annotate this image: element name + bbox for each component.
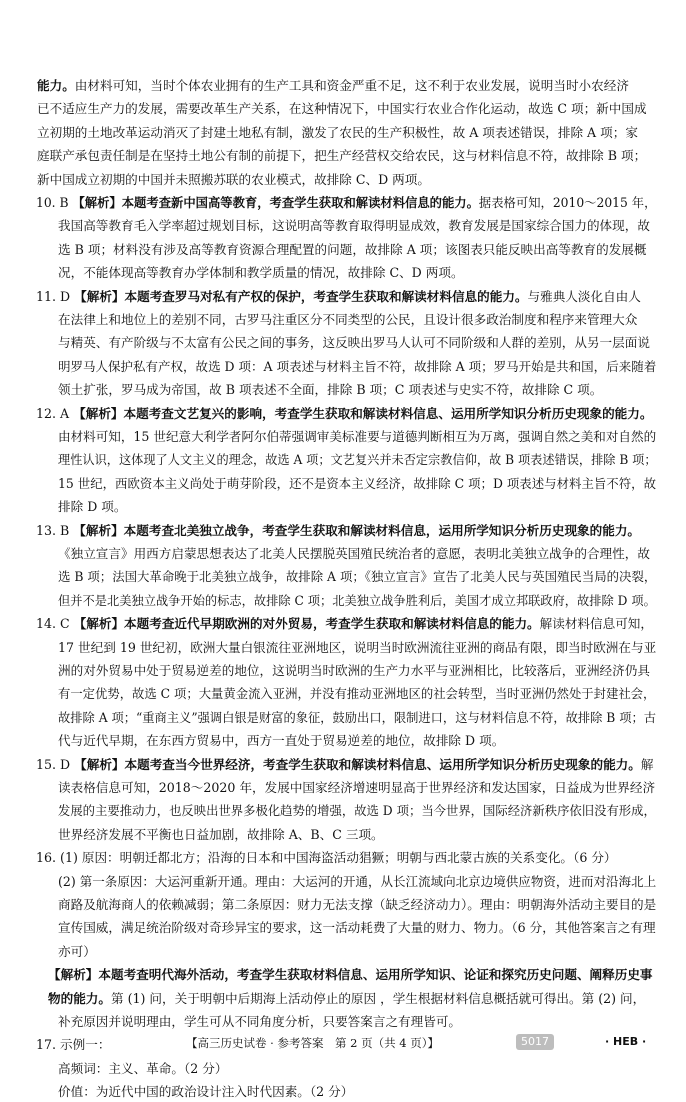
bold-segment: 【解析】本题考查近代早期欧洲的对外贸易，考查学生获取和解读材料信息的能力。 [73,616,540,632]
text-line [58,263,464,283]
text-segment: 立初期的土地改革运动消灭了封建土地私有制，激发了农民的生产积极性，故 A 项表述错误，排除 A 项；家 [37,124,638,140]
text-line [58,357,656,377]
bold-segment: 【解析】本题考查明代海外活动，考查学生获取材料信息、运用所学知识、论证和探究历史问题、阐释历史事 [48,967,653,983]
text-line [36,521,640,541]
text-line [58,450,657,470]
text-segment: 明罗马人保护私有产权，故选 D 项：A 项表述与材料主旨不符，故排除 A 项；罗马开始是共和国，后来随着 [58,358,657,374]
text-segment: 高频词：主义、革命。（2 分） [58,1060,228,1076]
text-line [58,1012,461,1032]
text-line [48,965,653,985]
bold-segment: 【解析】本题考查罗马对私有产权的保护，考查学生获取和解读材料信息的能力。 [74,288,528,304]
text-segment: 与雅典人淡化自由人 [527,288,641,304]
bold-segment: 【解析】本题考查文艺复兴的影响，考查学生获取和解读材料信息、运用所学知识分析历史现象的能力。 [73,405,653,421]
text-line [58,778,655,798]
text-segment: 亦可） [58,943,96,959]
text-segment: 但并不是北美独立战争开始的标志，故排除 C 项；北美独立战争胜利后，美国才成立邦联政府，故排除 D 项。 [58,592,656,608]
text-line [58,567,656,587]
text-line [58,310,637,330]
text-segment: 13. B [36,522,74,538]
text-segment: 选 B 项；材料没有涉及高等教育资源合理配置的问题，故排除 A 项；该图表只能反映出高等教育的发展概 [58,241,647,257]
text-line [36,614,653,634]
footer-page-info: 【高三历史试卷 · 参考答案 第 2 页（共 4 页）】 [186,1036,439,1050]
text-segment: 代与近代早期，在东西方贸易中，西方一直处于贸易逆差的地位，故排除 D 项。 [58,733,505,749]
text-line [58,216,650,236]
text-segment: 价值：为近代中国的政治设计注入时代因素。（2 分） [58,1084,354,1100]
text-segment: 领土扩张，罗马成为帝国，故 B 项表述不全面，排除 B 项；C 项表述与史实不符，故排除 C 项。 [58,382,603,398]
bold-segment: 能力。 [37,78,75,93]
text-segment: 由材料可知，当时个体农业拥有的生产工具和资金严重不足，这不利于农业发展，说明当时小农经济 [74,78,629,93]
bold-segment: 【解析】本题考查新中国高等教育，考查学生获取和解读材料信息的能力。 [72,195,479,210]
text-segment: 有一定优势，故选 C 项；大量黄金流入亚洲，并没有推动亚洲地区的社会转型，当时亚洲仍然处于封建社会， [58,686,656,702]
text-segment: 解读材料信息可知， [539,616,653,632]
text-line [58,1059,227,1079]
text-segment: 17. 示例一： [36,1037,111,1053]
text-line [58,638,656,658]
text-segment: 据表格可知，2010～2015 年， [478,195,657,210]
text-line [58,801,656,821]
text-segment: 由材料可知，15 世纪意大利学者阿尔伯蒂强调审美标准要与道德判断相互为万离，强调自然之美和对自然的 [58,429,657,444]
text-segment: 选 B 项；法国大革命晚于北美独立战争，故排除 A 项；《独立宣言》宣告了北美人民与英国殖民当局的决裂， [58,569,657,585]
region-tag: · HEB · [605,1035,647,1048]
text-line [58,497,126,517]
text-segment: 排除 D 项。 [58,499,127,515]
text-line [37,76,629,96]
text-segment: 宣传国威，满足统治阶级对奇珍异宝的要求，这一活动耗费了大量的财力、物力。（6 分，其他答案言之有理 [58,920,656,936]
text-segment: 洲的对外贸易中处于贸易逆差的地位，这说明当时欧洲的生产力水平与亚洲相比，比较落后，亚洲经济仍具 [58,663,650,678]
text-segment: 读表格信息可知，2018～2020 年，发展中国家经济增速明显高于世界经济和发达国家，日益成为世界经济 [58,780,656,795]
text-segment: 况，不能体现高等教育办学体制和教学质量的情况，故排除 C、D 两项。 [58,265,464,281]
text-segment: 故排除 A 项；“重商主义”强调白银是财富的象征，鼓励出口，限制进口，这与材料信息不符，故排除 B 项；古 [58,709,657,725]
text-line [58,544,650,564]
text-segment: 11. D [36,288,75,304]
page-footer [0,1033,686,1053]
text-line [58,1082,353,1102]
text-line [36,404,652,424]
text-segment: 17 世纪到 19 世纪初，欧洲大量白银流往亚洲地区，说明当时欧洲流往亚洲的商品有限，即当时欧洲在与亚 [58,639,657,655]
text-segment: 新中国成立初期的中国并未照搬苏联的农业模式，故排除 C、D 两项。 [37,171,430,187]
text-line [58,684,655,704]
text-segment: 与精英、有产阶级与不太富有公民之间的事务，这反映出罗马人认可不同阶级和人群的差别，从另一层面说 [58,335,650,351]
bold-segment: 物的能力。 [48,990,111,1006]
text-line [58,474,656,494]
text-segment: 已不适应生产力的发展，需要改革生产关系，在这种情况下，中国实行农业合作化运动，故选 C 项；新中国成 [37,101,647,117]
text-segment: 商路及航海商人的依赖减弱；第二条原因：财力无法支撑（缺乏经济动力）。理由：明朝海外活动主要目的是 [58,897,657,912]
text-line [58,427,656,447]
text-segment: 15. D [36,756,75,772]
text-segment: 第 (1) 问，关于明朝中后期海上活动停止的原因 ，学生根据材料信息概括就可得出。第 (2) 问， [110,990,646,1006]
text-line [58,918,656,938]
text-line [58,708,656,728]
text-line [58,240,647,260]
text-line [58,661,650,681]
exam-code-badge: 5017 [516,1034,554,1050]
text-line [58,333,650,353]
text-line [58,380,602,400]
text-line [58,591,656,611]
text-line [36,755,653,775]
text-line [37,123,638,143]
text-line [58,825,384,845]
text-segment: 在法律上和地位上的差别不同，古罗马注重区分不同类型的公民，且设计很多政治制度和程序来管理大众 [58,312,638,327]
text-segment: 补充原因并说明理由，学生可从不同角度分析，只要答案言之有理皆可。 [58,1014,461,1029]
text-line [37,170,430,190]
text-segment: 16. (1) 原因：明朝迁都北方；沿海的日本和中国海盗活动猖獗；明朝与西北蒙古族的关系变化。（6 分） [36,850,617,866]
text-line [48,989,645,1009]
text-line [58,731,504,751]
text-segment: (2) 第一条原因：大运河重新开通。理由：大运河的开通，从长江流域向北京边境供应物资，进而对沿海北上 [58,873,657,889]
text-segment: 庭联产承包责任制是在坚持土地公有制的前提下，把生产经营权交给农民，这与材料信息不符，故排除 B 项； [37,148,647,164]
bold-segment: 【解析】本题考查北美独立战争，考查学生获取和解读材料信息，运用所学知识分析历史现象的能力。 [73,522,641,538]
text-segment: 12. A [36,405,74,421]
text-segment: 14. C [36,616,74,632]
text-line [36,287,641,307]
text-segment: 15 世纪，西欧资本主义尚处于萌芽阶段，还不是资本主义经济，故排除 C 项；D 项表述与材料主旨不符，故 [58,475,657,491]
text-line [58,942,96,962]
text-segment: 《独立宣言》用西方启蒙思想表达了北美人民摆脱英国殖民统治者的意愿，表明北美独立战争的合理性，故 [58,546,650,561]
text-line [36,848,617,868]
text-segment: 世界经济发展不平衡也日益加剧，故排除 A、B、C 三项。 [58,826,384,842]
text-line [58,895,656,915]
text-segment: 解 [640,756,654,772]
text-line [37,146,646,166]
text-segment: 10. B [36,195,73,210]
text-line [36,193,656,213]
text-segment: 发展的主要推动力，也反映出世界多极化趋势的增强，故选 D 项；当今世界，国际经济新秩序依旧没有形成， [58,803,656,819]
text-line [37,99,647,119]
bold-segment: 【解析】本题考查当今世界经济，考查学生获取和解读材料信息、运用所学知识分析历史现象的能力。 [74,756,641,772]
text-segment: 我国高等教育毛入学率超过规划目标，这说明高等教育取得明显成效，教育发展是国家综合国力的体现，故 [58,218,650,234]
text-segment: 理性认识，这体现了人文主义的理念，故选 A 项；文艺复兴并未否定宗教信仰，故 B 项表述错误，排除 B 项； [58,452,657,468]
text-line [58,872,656,892]
